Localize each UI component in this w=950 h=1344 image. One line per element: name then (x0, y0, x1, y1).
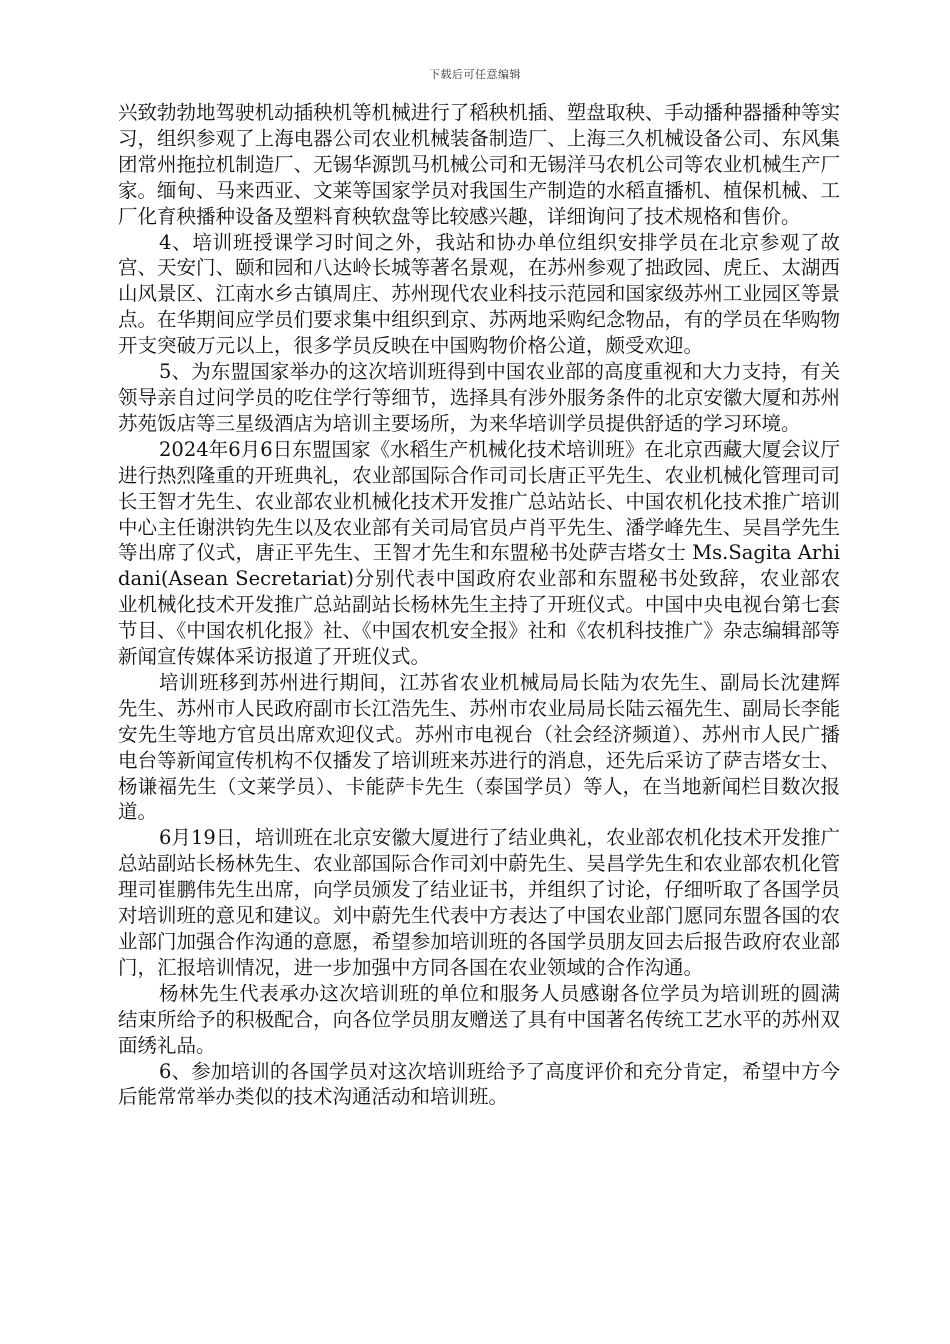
page-header: 下载后可任意编辑 (429, 68, 521, 81)
paragraph-suzhou-session: 培训班移到苏州进行期间，江苏省农业机械局局长陆为农先生、副局长沈建辉先生、苏州市人民政府副市长江浩先生、苏州市农业局局长陆云福先生、副局长李能安先生等地方官员出席欢迎仪式。苏州市电视台（社会经济频道）、苏州市人民广播电台等新闻宣传机构不仅播发了培训班来苏进行的消息，还先后采访了萨吉塔女士、杨谦福先生（文莱学员）、卡能萨卡先生（泰国学员）等人，在当地新闻栏目数次报道。 (118, 670, 840, 824)
paragraph-continuation: 兴致勃勃地驾驶机动插秧机等机械进行了稻秧机插、塑盘取秧、手动播种器播种等实习，组织参观了上海电器公司农业机械装备制造厂、上海三久机械设备公司、东风集团常州拖拉机制造厂、无锡华源凯马机械公司和无锡洋马农机公司等农业机械生产厂家。缅甸、马来西亚、文莱等国家学员对我国生产制造的水稻直播机、植保机械、工厂化育秧播种设备及塑料育秧软盘等比较感兴趣，详细询问了技术规格和售价。 (118, 101, 840, 228)
paragraph-item-4: 4、培训班授课学习时间之外，我站和协办单位组织安排学员在北京参观了故宫、天安门、颐和园和八达岭长城等著名景观，在苏州参观了拙政园、虎丘、太湖西山风景区、江南水乡古镇周庄、苏州现代农业科技示范园和国家级苏州工业园区等景点。在华期间应学员们要求集中组织到京、苏两地采购纪念物品，有的学员在华购物开支突破万元以上，很多学员反映在中国购物价格公道，颇受欢迎。 (118, 230, 840, 358)
paragraph-item-5: 5、为东盟国家举办的这次培训班得到中国农业部的高度重视和大力支持，有关领导亲自过问学员的吃住学行等细节，选择具有涉外服务条件的北京安徽大厦和苏州苏苑饭店等三星级酒店为培训主要场所，为来华培训学员提供舒适的学习环境。 (118, 360, 840, 435)
paragraph-opening-ceremony: 2024年6月6日东盟国家《水稻生产机械化技术培训班》在北京西藏大厦会议厅进行热烈隆重的开班典礼，农业部国际合作司司长唐正平先生、农业机械化管理司司长王智才先生、农业部农业机械化技术开发推广总站站长、中国农机化技术推广培训中心主任谢洪钧先生以及农业部有关司局官员卢肖平先生、潘学峰先生、吴昌学先生等出席了仪式，唐正平先生、王智才先生和东盟秘书处萨吉塔女士 Ms.Sagita Arhidani(Asean Secretariat)分别代表中国政府农业部和东盟秘书处致辞，农业部农业机械化技术开发推广总站副站长杨林先生主持了开班仪式。中国中央电视台第七套节目、《中国农机化报》社、《中国农机安全报》社和《农机科技推广》杂志编辑部等新闻宣传媒体采访报道了开班仪式。 (118, 437, 840, 669)
document-body (118, 100, 840, 1110)
paragraph-gift: 杨林先生代表承办这次培训班的单位和服务人员感谢各位学员为培训班的圆满结束所给予的积极配合，向各位学员朋友赠送了具有中国著名传统工艺水平的苏州双面绣礼品。 (118, 981, 840, 1057)
paragraph-closing-ceremony: 6月19日，培训班在北京安徽大厦进行了结业典礼，农业部农机化技术开发推广总站副站长杨林先生、农业部国际合作司刘中蔚先生、吴昌学先生和农业部农机化管理司崔鹏伟先生出席，向学员颁发了结业证书，并组织了讨论，仔细听取了各国学员对培训班的意见和建议。刘中蔚先生代表中方表达了中国农业部门愿同东盟各国的农业部门加强合作沟通的意愿，希望参加培训班的各国学员朋友回去后报告政府农业部门，汇报培训情况，进一步加强中方同各国在农业领域的合作沟通。 (118, 826, 840, 979)
paragraph-item-6: 6、参加培训的各国学员对这次培训班给予了高度评价和充分肯定，希望中方今后能常常举办类似的技术沟通活动和培训班。 (118, 1059, 840, 1109)
